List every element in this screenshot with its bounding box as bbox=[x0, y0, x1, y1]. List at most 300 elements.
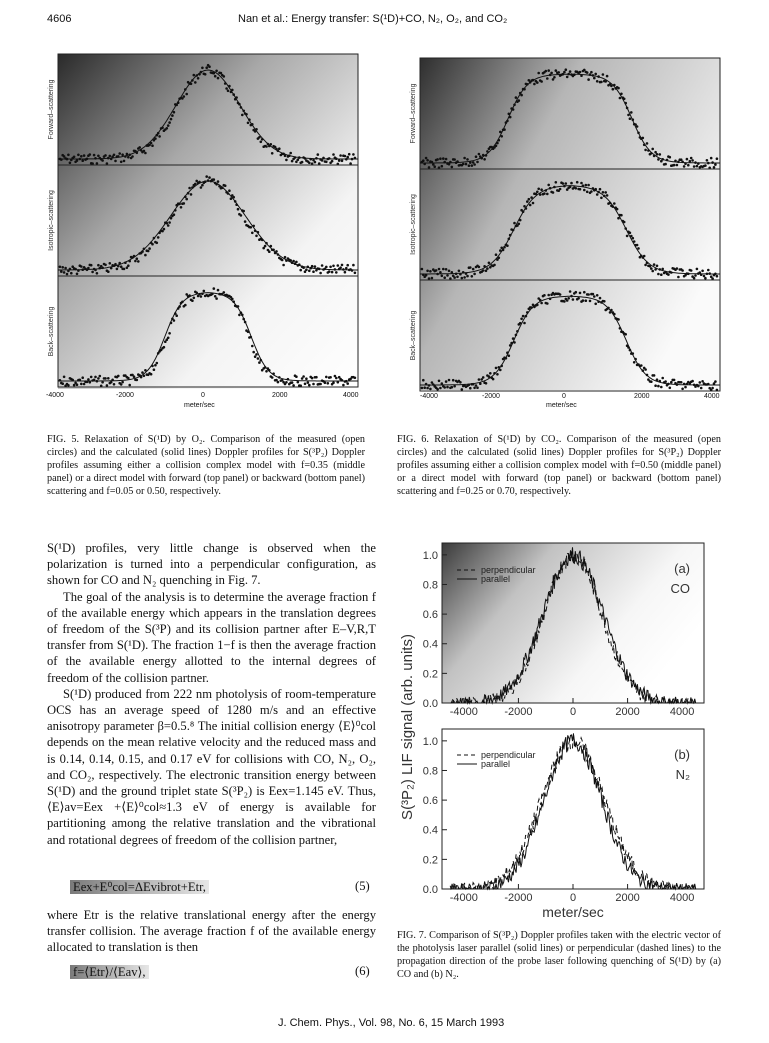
fig6-data-point bbox=[429, 388, 432, 391]
fig6-data-point bbox=[563, 300, 566, 303]
fig6-data-point bbox=[660, 273, 663, 276]
fig5-data-point bbox=[110, 267, 113, 270]
fig5-data-point bbox=[195, 292, 198, 295]
fig6-data-point bbox=[441, 382, 444, 385]
fig6-data-point bbox=[654, 268, 657, 271]
fig6-data-point bbox=[706, 273, 709, 276]
fig5-data-point bbox=[106, 384, 109, 387]
fig6-data-point bbox=[570, 295, 573, 298]
fig6-data-point bbox=[700, 387, 703, 390]
fig5-data-point bbox=[170, 118, 173, 121]
fig6-data-point bbox=[708, 272, 711, 275]
fig6-data-point bbox=[431, 277, 434, 280]
fig6-data-point bbox=[673, 164, 676, 167]
fig5-data-point bbox=[166, 222, 169, 225]
fig5-data-point bbox=[265, 145, 268, 148]
fig5-data-point bbox=[110, 381, 113, 384]
fig6-data-point bbox=[587, 293, 590, 296]
fig6-data-point bbox=[508, 238, 511, 241]
fig5-data-point bbox=[311, 265, 314, 268]
fig5-data-point bbox=[175, 314, 178, 317]
fig5-data-point bbox=[104, 154, 107, 157]
fig6-data-point bbox=[694, 161, 697, 164]
fig5-data-point bbox=[144, 254, 147, 257]
fig5-data-point bbox=[287, 378, 290, 381]
fig7-ytick-label: 0.2 bbox=[422, 854, 438, 867]
fig5-data-point bbox=[70, 272, 73, 275]
fig5-data-point bbox=[238, 103, 241, 106]
fig6-data-point bbox=[503, 128, 506, 131]
fig5-data-point bbox=[136, 379, 139, 382]
fig6-data-point bbox=[523, 88, 526, 91]
fig6-data-point bbox=[604, 191, 607, 194]
fig5-data-point bbox=[110, 158, 113, 161]
fig6-data-point bbox=[593, 295, 596, 298]
fig5-data-point bbox=[341, 160, 344, 163]
fig6-data-point bbox=[540, 188, 543, 191]
fig5-data-point bbox=[101, 267, 104, 270]
fig5-data-point bbox=[299, 384, 302, 387]
fig6-data-point bbox=[422, 379, 425, 382]
fig5-data-point bbox=[191, 299, 194, 302]
fig5-data-point bbox=[154, 364, 157, 367]
fig6-data-point bbox=[627, 114, 630, 117]
fig6-data-point bbox=[498, 139, 501, 142]
fig5-data-point bbox=[295, 375, 298, 378]
fig5-data-point bbox=[308, 162, 311, 165]
fig5-data-point bbox=[61, 266, 64, 269]
fig6-data-point bbox=[624, 102, 627, 105]
fig5-data-point bbox=[232, 196, 235, 199]
fig6-data-point bbox=[657, 385, 660, 388]
fig6-data-point bbox=[696, 268, 699, 271]
fig6-data-point bbox=[582, 299, 585, 302]
fig5-data-point bbox=[194, 81, 197, 84]
fig5-data-point bbox=[297, 381, 300, 384]
fig6-data-point bbox=[666, 159, 669, 162]
fig5-data-point bbox=[227, 192, 230, 195]
fig5-data-point bbox=[178, 305, 181, 308]
figure-5-frame bbox=[58, 54, 358, 389]
fig6-data-point bbox=[426, 270, 429, 273]
fig6-data-point bbox=[613, 313, 616, 316]
fig5-data-point bbox=[345, 158, 348, 161]
fig6-data-point bbox=[485, 270, 488, 273]
fig5-data-point bbox=[128, 384, 131, 387]
fig5-data-point bbox=[197, 77, 200, 80]
fig5-data-point bbox=[185, 198, 188, 201]
fig6-data-point bbox=[478, 378, 481, 381]
fig6-data-point bbox=[506, 351, 509, 354]
fig5-data-point bbox=[121, 381, 124, 384]
fig6-data-point bbox=[642, 369, 645, 372]
fig6-data-point bbox=[439, 271, 442, 274]
fig6-data-point bbox=[421, 268, 424, 271]
fig6-data-point bbox=[442, 157, 445, 160]
fig6-data-point bbox=[456, 276, 459, 279]
fig5-data-point bbox=[255, 353, 258, 356]
fig6-data-point bbox=[421, 387, 424, 390]
fig6-data-point bbox=[696, 165, 699, 168]
fig5-data-point bbox=[314, 161, 317, 164]
fig5-data-point bbox=[94, 376, 97, 379]
fig6-data-point bbox=[602, 191, 605, 194]
fig5-data-point bbox=[143, 375, 146, 378]
fig5-data-point bbox=[284, 256, 287, 259]
fig5-data-point bbox=[113, 383, 116, 386]
fig5-data-point bbox=[123, 268, 126, 271]
fig6-data-point bbox=[559, 188, 562, 191]
fig5-data-point bbox=[175, 104, 178, 107]
fig5-data-point bbox=[128, 154, 131, 157]
fig5-data-point bbox=[91, 271, 94, 274]
fig6-data-point bbox=[423, 163, 426, 166]
fig5-data-point bbox=[254, 230, 257, 233]
fig5-data-point bbox=[247, 331, 250, 334]
fig6-data-point bbox=[436, 158, 439, 161]
fig6-data-point bbox=[515, 334, 518, 337]
fig5-data-point bbox=[151, 365, 154, 368]
fig5-data-point bbox=[60, 158, 63, 161]
fig5-data-point bbox=[154, 137, 157, 140]
fig6-data-point bbox=[486, 150, 489, 153]
fig6-data-point bbox=[587, 78, 590, 81]
fig5-data-point bbox=[272, 372, 275, 375]
fig5-data-point bbox=[291, 160, 294, 163]
fig6-data-point bbox=[644, 368, 647, 371]
fig6-data-point bbox=[537, 188, 540, 191]
fig6-data-point bbox=[476, 161, 479, 164]
fig6-data-point bbox=[713, 166, 716, 169]
fig5-data-point bbox=[272, 249, 275, 252]
fig5-data-point bbox=[100, 385, 103, 388]
fig6-data-point bbox=[465, 272, 468, 275]
fig7-xtick-label: 0 bbox=[569, 706, 577, 718]
fig6-data-point bbox=[519, 322, 522, 325]
fig5-data-point bbox=[120, 383, 123, 386]
fig5-data-point bbox=[200, 295, 203, 298]
fig6-data-point bbox=[681, 388, 684, 391]
fig5-data-point bbox=[251, 123, 254, 126]
fig7-panel-a-label: (a) bbox=[674, 561, 690, 576]
fig5-data-point bbox=[67, 154, 70, 157]
fig6-data-point bbox=[676, 383, 679, 386]
fig5-data-point bbox=[308, 270, 311, 273]
fig6-xtick-4: 4000 bbox=[704, 393, 720, 400]
fig6-data-point bbox=[469, 266, 472, 269]
fig6-data-point bbox=[509, 116, 512, 119]
fig6-data-point bbox=[596, 80, 599, 83]
fig6-data-point bbox=[508, 354, 511, 357]
fig6-data-point bbox=[537, 72, 540, 75]
fig5-data-point bbox=[271, 376, 274, 379]
fig6-data-point bbox=[670, 271, 673, 274]
fig5-data-point bbox=[128, 260, 131, 263]
fig6-data-point bbox=[455, 273, 458, 276]
fig6-data-point bbox=[543, 192, 546, 195]
fig6-data-point bbox=[547, 294, 550, 297]
fig7-xtick-label: -4000 bbox=[449, 706, 478, 718]
fig6-data-point bbox=[536, 304, 539, 307]
fig5-data-point bbox=[305, 377, 308, 380]
fig5-data-point bbox=[198, 181, 201, 184]
fig6-data-point bbox=[536, 81, 539, 84]
fig5-data-point bbox=[235, 203, 238, 206]
fig5-data-point bbox=[213, 287, 216, 290]
fig5-data-point bbox=[90, 376, 93, 379]
fig6-data-point bbox=[485, 154, 488, 157]
fig5-data-point bbox=[335, 377, 338, 380]
fig6-data-point bbox=[486, 267, 489, 270]
fig5-data-point bbox=[268, 250, 271, 253]
fig6-data-point bbox=[633, 361, 636, 364]
fig6-data-point bbox=[627, 346, 630, 349]
paragraph-4: where Etr is the relative translational energy after the energy transfer collision. The average fraction f of the available energy allocated to translation is then bbox=[47, 908, 376, 955]
fig6-data-point bbox=[466, 158, 469, 161]
fig5-data-point bbox=[97, 264, 100, 267]
fig5-data-point bbox=[339, 266, 342, 269]
fig5-data-point bbox=[307, 266, 310, 269]
fig6-data-point bbox=[476, 386, 479, 389]
fig5-data-point bbox=[147, 250, 150, 253]
fig6-data-point bbox=[488, 375, 491, 378]
fig5-data-point bbox=[158, 135, 161, 138]
fig6-data-point bbox=[459, 273, 462, 276]
fig6-data-point bbox=[569, 70, 572, 73]
fig5-data-point bbox=[80, 265, 83, 268]
fig6-data-point bbox=[469, 161, 472, 164]
fig7-ytick-label: 0.6 bbox=[422, 609, 438, 622]
footer-citation: J. Chem. Phys., Vol. 98, No. 6, 15 March 1993 bbox=[278, 1017, 505, 1029]
equation-6 bbox=[70, 964, 149, 980]
fig5-data-point bbox=[64, 267, 67, 270]
fig6-data-point bbox=[540, 302, 543, 305]
fig5-data-point bbox=[211, 293, 214, 296]
fig5-data-point bbox=[242, 110, 245, 113]
fig5-data-point bbox=[80, 383, 83, 386]
fig6-data-point bbox=[463, 276, 466, 279]
fig6-data-point bbox=[634, 358, 637, 361]
fig6-data-point bbox=[451, 166, 454, 169]
fig6-data-point bbox=[590, 71, 593, 74]
fig7-ytick-label: 0.0 bbox=[422, 884, 438, 896]
fig6-data-point bbox=[516, 330, 519, 333]
fig6-data-point bbox=[506, 244, 509, 247]
fig6-data-point bbox=[433, 165, 436, 168]
fig5-data-point bbox=[200, 71, 203, 74]
fig6-data-point bbox=[553, 76, 556, 79]
fig5-data-point bbox=[173, 213, 176, 216]
fig5-data-point bbox=[348, 153, 351, 156]
fig6-data-point bbox=[448, 270, 451, 273]
fig5-data-point bbox=[167, 224, 170, 227]
fig5-data-point bbox=[213, 72, 216, 75]
fig6-data-point bbox=[526, 83, 529, 86]
fig6-data-point bbox=[647, 149, 650, 152]
fig6-data-point bbox=[646, 262, 649, 265]
fig5-data-point bbox=[204, 180, 207, 183]
fig6-data-point bbox=[656, 153, 659, 156]
fig5-data-point bbox=[214, 75, 217, 78]
fig5-data-point bbox=[258, 136, 261, 139]
fig5-data-point bbox=[302, 266, 305, 269]
fig5-data-point bbox=[183, 95, 186, 98]
fig6-data-point bbox=[562, 182, 565, 185]
fig6-data-point bbox=[566, 299, 569, 302]
fig6-data-point bbox=[646, 142, 649, 145]
fig5-data-point bbox=[118, 152, 121, 155]
fig5-data-point bbox=[168, 121, 171, 124]
fig5-data-point bbox=[76, 383, 79, 386]
fig5-data-point bbox=[228, 85, 231, 88]
fig6-data-point bbox=[496, 373, 499, 376]
fig5-data-point bbox=[144, 152, 147, 155]
fig6-data-point bbox=[589, 73, 592, 76]
fig6-data-point bbox=[630, 111, 633, 114]
fig6-data-point bbox=[610, 85, 613, 88]
fig5-data-point bbox=[81, 159, 84, 162]
fig6-data-point bbox=[600, 197, 603, 200]
fig6-data-point bbox=[716, 157, 719, 160]
fig5-data-point bbox=[227, 90, 230, 93]
fig6-data-point bbox=[690, 157, 693, 160]
fig6-data-point bbox=[586, 71, 589, 74]
fig6-data-point bbox=[479, 382, 482, 385]
fig6-data-point bbox=[545, 189, 548, 192]
fig5-data-point bbox=[117, 265, 120, 268]
fig6-data-point bbox=[438, 268, 441, 271]
fig6-data-point bbox=[580, 74, 583, 77]
fig6-data-point bbox=[659, 380, 662, 383]
fig5-data-point bbox=[63, 271, 66, 274]
fig6-data-point bbox=[513, 222, 516, 225]
fig6-data-point bbox=[592, 293, 595, 296]
fig5-data-point bbox=[96, 380, 99, 383]
fig5-data-point bbox=[201, 184, 204, 187]
fig7-ytick-label: 0.6 bbox=[422, 795, 438, 808]
fig6-data-point bbox=[445, 158, 448, 161]
fig6-data-point bbox=[432, 163, 435, 166]
fig5-data-point bbox=[298, 263, 301, 266]
fig5-panel-label: Forward–scattering bbox=[48, 79, 55, 140]
fig6-data-point bbox=[428, 166, 431, 169]
fig5-data-point bbox=[238, 314, 241, 317]
fig6-data-point bbox=[582, 184, 585, 187]
fig6-data-point bbox=[687, 164, 690, 167]
fig6-data-point bbox=[597, 75, 600, 78]
fig5-data-point bbox=[123, 160, 126, 163]
fig6-data-point bbox=[456, 160, 459, 163]
fig6-data-point bbox=[523, 205, 526, 208]
fig6-data-point bbox=[594, 73, 597, 76]
fig5-data-point bbox=[141, 371, 144, 374]
fig5-data-point bbox=[81, 268, 84, 271]
fig6-data-point bbox=[473, 273, 476, 276]
fig5-data-point bbox=[170, 322, 173, 325]
fig6-data-point bbox=[701, 270, 704, 273]
fig5-data-point bbox=[201, 293, 204, 296]
fig6-data-point bbox=[607, 307, 610, 310]
fig6-data-point bbox=[674, 160, 677, 163]
fig5-data-point bbox=[277, 381, 280, 384]
fig7-ylabel: S(³P₂) LIF signal (arb. units) bbox=[399, 634, 416, 820]
fig5-caption: FIG. 5. Relaxation of S(¹D) by O₂. Comparison of the measured (open circles) and the calculated (solid lines) Doppler profiles for S(³P₂) Doppler profiles assuming either a collision complex model with f=0.35 (middle panel) or a direct model with forward (top panel) or backward (bottom panel) scattering and f=0.05 or 0.50, respectively. bbox=[47, 434, 365, 497]
fig5-data-point bbox=[126, 153, 129, 156]
fig6-data-point bbox=[681, 269, 684, 272]
fig6-data-point bbox=[667, 273, 670, 276]
fig6-data-point bbox=[513, 341, 516, 344]
fig6-data-point bbox=[699, 381, 702, 384]
fig6-data-point bbox=[612, 205, 615, 208]
figure-5 bbox=[44, 52, 361, 392]
fig6-data-point bbox=[714, 380, 717, 383]
figure-6-plot bbox=[406, 56, 723, 396]
fig6-data-point bbox=[649, 265, 652, 268]
fig5-data-point bbox=[232, 300, 235, 303]
fig6-data-point bbox=[532, 202, 535, 205]
fig6-data-point bbox=[637, 247, 640, 250]
fig6-data-point bbox=[498, 366, 501, 369]
fig6-data-point bbox=[653, 155, 656, 158]
fig5-data-point bbox=[251, 345, 254, 348]
fig6-data-point bbox=[473, 163, 476, 166]
fig5-data-point bbox=[117, 155, 120, 158]
fig5-data-point bbox=[344, 271, 347, 274]
fig6-data-point bbox=[587, 184, 590, 187]
fig6-data-point bbox=[670, 381, 673, 384]
fig5-data-point bbox=[200, 186, 203, 189]
fig7-xtick-label: -2000 bbox=[504, 706, 533, 718]
figure-7-plot bbox=[397, 537, 727, 922]
fig7-a-legend-parallel: parallel bbox=[481, 574, 511, 584]
figure-6 bbox=[406, 56, 723, 396]
fig5-data-point bbox=[314, 265, 317, 268]
fig6-data-point bbox=[520, 318, 523, 321]
fig5-data-point bbox=[114, 160, 117, 163]
fig6-data-point bbox=[525, 207, 528, 210]
fig5-data-point bbox=[217, 77, 220, 80]
fig6-data-point bbox=[653, 263, 656, 266]
fig6-data-point bbox=[703, 275, 706, 278]
fig6-data-point bbox=[577, 297, 580, 300]
fig6-data-point bbox=[436, 273, 439, 276]
fig5-data-point bbox=[319, 383, 322, 386]
fig5-data-point bbox=[270, 143, 273, 146]
fig5-data-point bbox=[184, 196, 187, 199]
fig6-data-point bbox=[626, 235, 629, 238]
fig6-data-point bbox=[664, 163, 667, 166]
fig7-a-legend-perpendicular: perpendicular bbox=[481, 565, 536, 575]
fig6-data-point bbox=[567, 297, 570, 300]
fig6-data-point bbox=[599, 188, 602, 191]
fig6-caption: FIG. 6. Relaxation of S(¹D) by CO₂. Comparison of the measured (open circles) and the calculated (solid lines) Doppler profiles for S(³P₂) Doppler profiles assuming either a collision complex model with f=0.50 (middle panel) or a direct model with forward (top panel) or backward (bottom panel) scattering and f=0.25 or 0.70, respectively. bbox=[397, 434, 721, 497]
fig6-data-point bbox=[512, 337, 515, 340]
fig6-data-point bbox=[482, 154, 485, 157]
fig5-data-point bbox=[245, 113, 248, 116]
fig5-data-point bbox=[257, 357, 260, 360]
fig5-data-point bbox=[73, 384, 76, 387]
fig5-data-point bbox=[289, 259, 292, 262]
fig5-data-point bbox=[252, 225, 255, 228]
fig6-panel-label: Forward–scattering bbox=[410, 83, 417, 144]
fig7-ytick-label: 0.4 bbox=[422, 824, 438, 837]
fig5-data-point bbox=[288, 154, 291, 157]
fig5-data-point bbox=[255, 128, 258, 131]
fig6-data-point bbox=[528, 198, 531, 201]
fig5-data-point bbox=[264, 366, 267, 369]
fig6-data-point bbox=[439, 387, 442, 390]
fig5-data-point bbox=[80, 155, 83, 158]
